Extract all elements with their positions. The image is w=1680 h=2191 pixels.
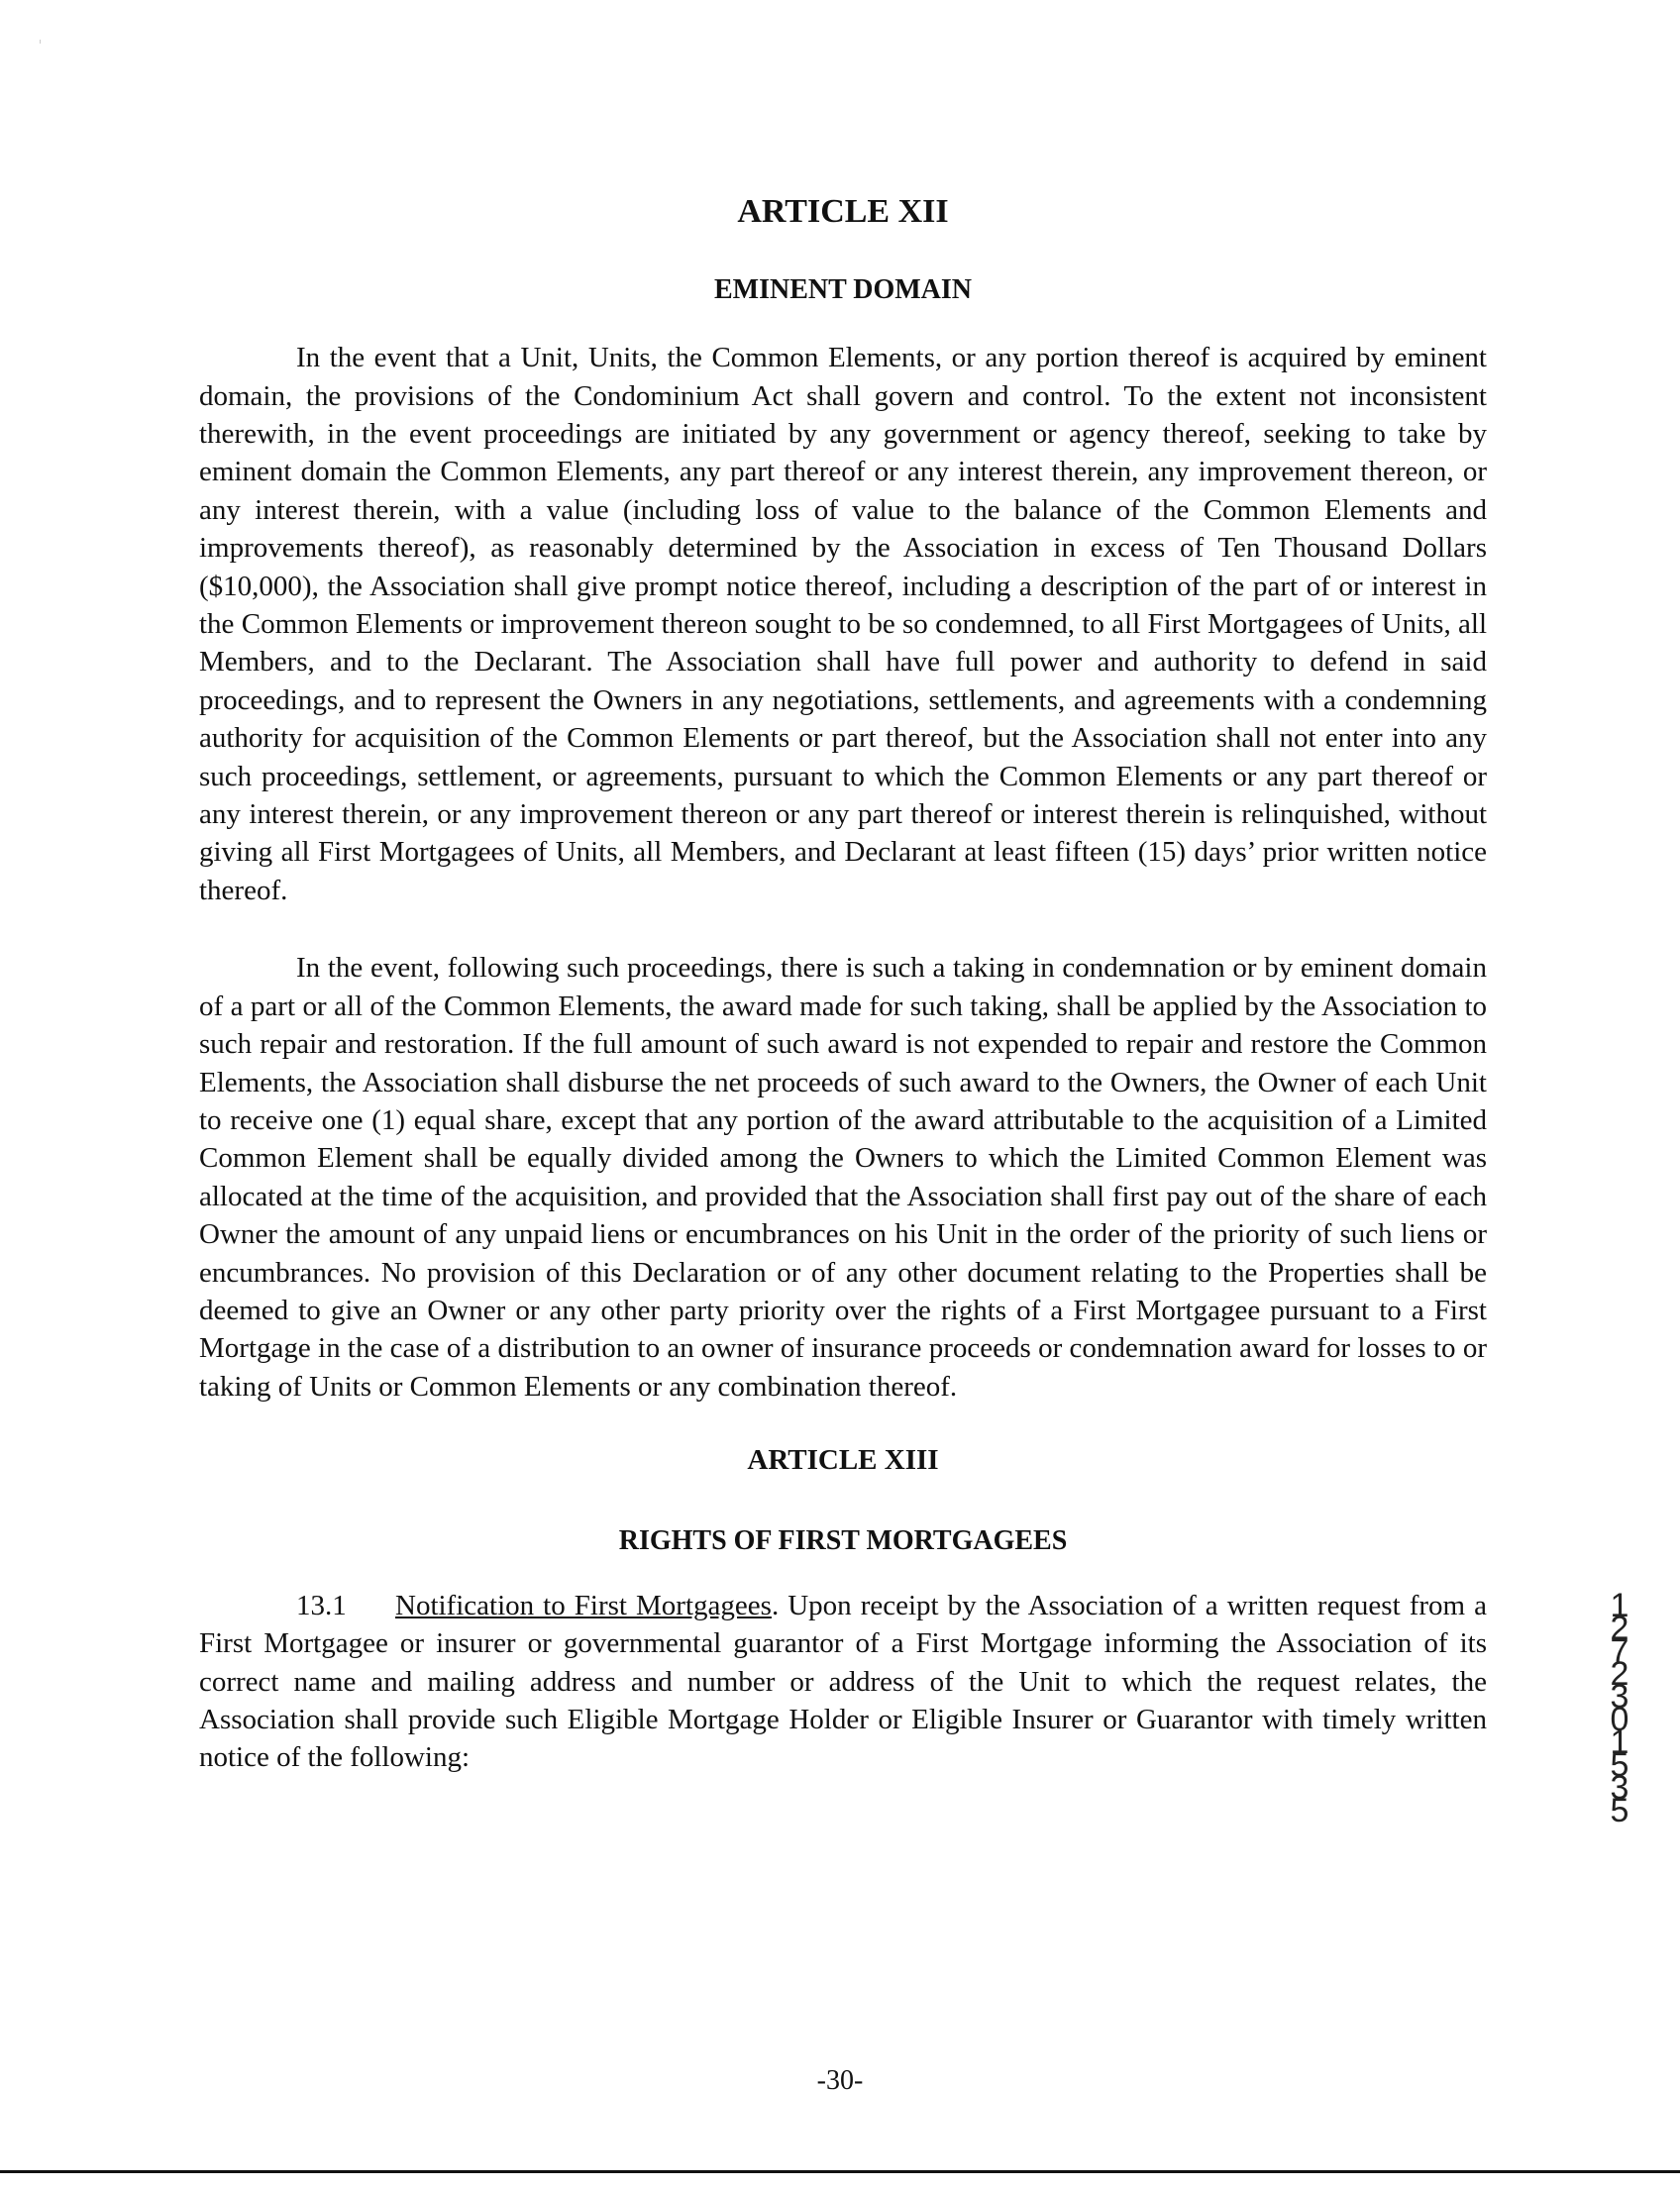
- eminent-domain-heading: EMINENT DOMAIN: [713, 274, 973, 306]
- page-number: -30-: [816, 2065, 864, 2096]
- clause-body: . Upon receipt by the Association of a written request from a First Mortgagee or insurer or governmental guarantor of a First Mortgage informing the Association of its correct name and mailing address and number or address of the Unit to which the request relates, the Association shall provide such Eligible Mortgage Holder or Eligible Insurer or Guarantor with timely written notice of the following:: [199, 1589, 1487, 1774]
- article-xii-title: ARTICLE XII: [737, 193, 949, 230]
- clause-heading: Notification to First Mortgagees: [395, 1589, 772, 1621]
- clause-13-1: [199, 1587, 1487, 1777]
- clause-number: 13.1: [296, 1589, 347, 1621]
- footer-rule: [0, 2170, 1680, 2173]
- page-content: [199, 193, 1487, 1777]
- recording-number-text: 1272301535: [1610, 1587, 1629, 1829]
- scan-mark: [40, 40, 41, 44]
- article-xiii-title: ARTICLE XIII: [747, 1444, 939, 1477]
- eminent-domain-paragraph-1: In the event that a Unit, Units, the Common Elements, or any portion thereof is acquired by eminent domain, the provisions of the Condominium Act shall govern and control. To the extent not inconsistent therewith, in the event proceedings are initiated by any government or agency thereof, seeking to take by eminent domain the Common Elements, any part thereof or any interest therein, any improvement thereon, or any interest therein, with a value (including loss of value to the balance of the Common Elements and improvements thereof), as reasonably determined by the Association in excess of Ten Thousand Dollars ($10,000), the Association shall give prompt notice thereof, including a description of the part of or interest in the Common Elements or improvement thereon sought to be so condemned, to all First Mortgagees of Units, all Members, and to the Declarant. The Association shall have full power and authority to defend in said proceedings, and to represent the Owners in any negotiations, settlements, and agreements with a condemning authority for acquisition of the Common Elements or part thereof, but the Association shall not enter into any such proceedings, settlement, or agreements, pursuant to which the Common Elements or any part thereof or any interest therein, or any improvement thereon or any part thereof or interest therein is relinquished, without giving all First Mortgagees of Units, all Members, and Declarant at least fifteen (15) days’ prior written notice thereof.: [199, 342, 1487, 906]
- eminent-domain-paragraph-2: In the event, following such proceedings, there is such a taking in condemnation or by eminent domain of a part or all of the Common Elements, the award made for such taking, shall be applied by the Association to such repair and restoration. If the full amount of such award is not expended to repair and restore the Common Elements, the Association shall disburse the net proceeds of such award to the Owners, the Owner of each Unit to receive one (1) equal share, except that any portion of the award attributable to the acquisition of a Limited Common Element shall be equally divided among the Owners to which the Limited Common Element was allocated at the time of the acquisition, and provided that the Association shall first pay out of the share of each Owner the amount of any unpaid liens or encumbrances on his Unit in the order of the priority of such liens or encumbrances. No provision of this Declaration or of any other document relating to the Properties shall be deemed to give an Owner or any other party priority over the rights of a First Mortgagee pursuant to a First Mortgage in the case of a distribution to an owner of insurance proceeds or condemnation award for losses to or taking of Units or Common Elements or any combination thereof.: [199, 952, 1487, 1403]
- recording-number: [1603, 1587, 1636, 1829]
- first-mortgagees-heading: RIGHTS OF FIRST MORTGAGEES: [618, 1525, 1068, 1557]
